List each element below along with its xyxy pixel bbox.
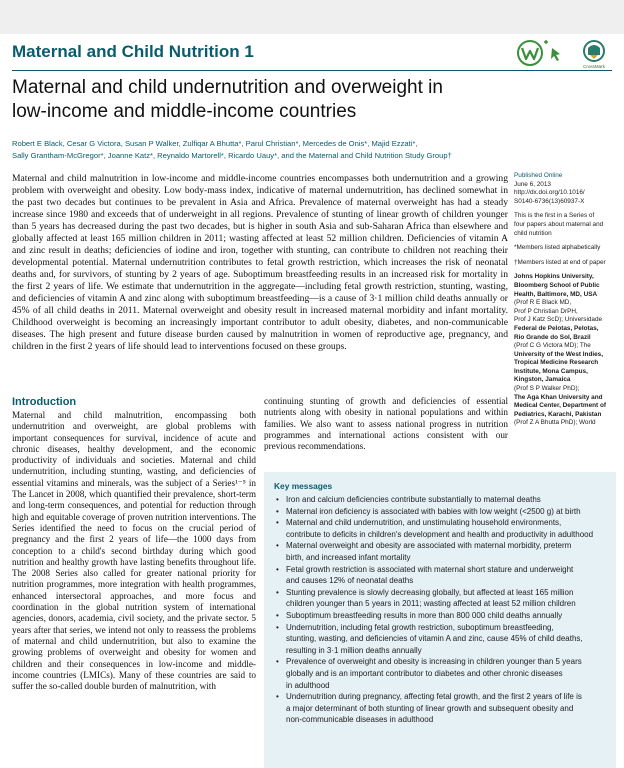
key-message-item (274, 506, 610, 518)
introduction-col2: continuing stunting of growth and deficiencies of essential nutrients along with obesity in national populations and within families. We also want to assess national progress in nutrition programmes and international actions consistent with our previous recommendations. (264, 396, 508, 452)
affiliation-line: Johns Hopkins University, (514, 273, 594, 281)
doi-link[interactable]: S0140-6736(13)60937-X (514, 197, 585, 205)
key-message-line: • Stunting prevalence is slowly decreasing globally, but affected at least 165 million (286, 587, 574, 597)
sidebar (514, 172, 620, 434)
affiliation-line: Prof J Katz ScD); Universidade (514, 316, 603, 324)
key-message-item (274, 587, 610, 610)
alpha-note: *Members listed alphabetically (514, 244, 601, 252)
introduction-col1: Maternal and child malnutrition, encompassing both undernutrition and overweight, are global problems with important consequences for survival, incidence of acute and chronic diseases, healthy development, and the economic productivity of individuals and societies. Maternal and child undernutrition, including stunting, wasting, and deficiencies of essential vitamins and minerals, was the subject of a Series¹⁻⁵ in The Lancet in 2008, which quantified their prevalence, short-term and long-term consequences, and potential for reduction through high and equitable coverage of proven nutrition interventions. The Series identified the need to focus on the crucial period of pregnancy and the first 2 years of life—the 1000 days from conception to a child's second birthday during which good nutrition and healthy growth have lasting benefits throughout life. The 2008 Series also called for greater national priority for nutrition programmes, more integration with health programmes, enhanced intersectoral approaches, and more focus and coordination in the global nutrition system of international agencies, donors, academia, civil society, and the private sector. 5 years after that series, we intend not only to reassess the problems of maternal and child undernutrition, but also to examine the growing problems of overweight and obesity for women and children and their consequences in low-income and middle-income countries (LMICs). Many of these countries are said to suffer the so-called double burden of malnutrition, with (12, 410, 256, 692)
key-message-line: children younger than 5 years in 2011; wasting affected at least 52 million children (286, 599, 576, 609)
affiliation-line: (Prof C G Victora MD); The (514, 342, 591, 350)
header-rule (12, 70, 612, 71)
key-message-line: • Prevalence of overweight and obesity is increasing in children younger than 5 years (286, 657, 582, 667)
key-message-item (274, 610, 610, 622)
key-message-item (274, 622, 610, 657)
series-note: This is the first in a Series of (514, 212, 595, 220)
series-title: Maternal and Child Nutrition 1 (12, 42, 254, 61)
crossmark-label: CrossMark (583, 64, 605, 69)
key-message-line: • Maternal and child undernutrition, and unstimulating household environments, (286, 518, 562, 528)
series-note: child nutrition (514, 229, 552, 237)
affiliation-line: (Prof Z A Bhutta PhD); World (514, 419, 596, 427)
key-message-line: a major determinant of both stunting of linear growth and subsequent obesity and (286, 703, 574, 713)
key-message-item (274, 494, 610, 506)
affiliation-line: Tropical Medicine Research (514, 359, 599, 367)
affiliation-line: Kingston, Jamaica (514, 376, 571, 384)
key-message-line: • Iron and calcium deficiencies contribute substantially to maternal deaths (286, 495, 541, 504)
key-message-line: and causes 12% of neonatal deaths (286, 576, 414, 586)
doi-link[interactable]: http://dx.doi.org/10.1016/ (514, 189, 585, 197)
key-message-line: • Maternal iron deficiency is associated with babies with low weight (<2500 g) at birth (286, 506, 581, 516)
key-message-line: resulting in 3·1 million deaths annually (286, 645, 422, 655)
affiliation-line: Health, Baltimore, MD, USA (514, 290, 598, 298)
key-message-line: non-communicable diseases in adulthood (286, 715, 434, 725)
key-message-line: • Suboptimum breastfeeding results in more than 800 000 child deaths annually (286, 610, 563, 620)
affiliation-line: Prof P Christian DrPH, (514, 307, 578, 315)
affiliation-line: Federal de Pelotas, Pelotas, (514, 324, 599, 332)
key-messages-heading: Key messages (274, 481, 333, 491)
affiliation-line: Institute, Mona Campus, (514, 367, 588, 375)
affiliation-line: Pediatrics, Karachi, Pakistan (514, 410, 602, 418)
title-line: low-income and middle-income countries (12, 101, 357, 122)
title-line: Maternal and child undernutrition and overweight in (12, 77, 443, 98)
top-bar (0, 0, 624, 34)
key-message-line: globally and is an important contributor to diabetes and other chronic diseases (286, 668, 563, 678)
key-message-line: contribute to deficits in children's development and health and productivity in adulthood (286, 529, 594, 539)
key-message-line: • Undernutrition, including fetal growth restriction, suboptimum breastfeeding, (286, 622, 554, 632)
key-message-line: in adulthood (286, 680, 330, 690)
logo-group (516, 38, 616, 70)
published-label: Published Online (514, 172, 563, 179)
key-message-item (274, 656, 610, 691)
key-message-item (274, 517, 610, 540)
affiliation-line: Rio Grande do Sol, Brazil (514, 333, 591, 341)
key-message-line: stunting, wasting, and deficiencies of vitamin A and zinc, cause 45% of child deaths, (286, 634, 583, 644)
end-note: †Members listed at end of paper (514, 258, 606, 266)
abstract-text: Maternal and child malnutrition in low-income and middle-income countries encompasses both undernutrition and a growing problem with overweight and obesity. Low body-mass index, indicative of maternal undernutrition, has declined somewhat in the past two decades but continues to be prevalent in Asia and Africa. Prevalence of maternal overweight has had a steady increase since 1980 and exceeds that of underweight in all regions. Prevalence of stunting of linear growth of children younger than 5 years has decreased during the past two decades, but is higher in south Asia and sub-Saharan Africa than elsewhere and globally affected at least 165 million children in 2011; wasting affected at least 52 million children. Deficiencies of vitamin A and zinc result in deaths; deficiencies of iodine and iron, together with stunting, can contribute to children not reaching their developmental potential. Maternal undernutrition contributes to fetal growth restriction, which increases the risk of neonatal deaths and, for survivors, of stunting by 2 years of age. Suboptimum breastfeeding results in an increased risk for mortality in the first 2 years of life. We estimate that undernutrition in the aggregate—including fetal growth restriction, stunting, wasting, and deficiencies of vitamin A and zinc along with suboptimum breastfeeding—is a cause of 3·1 million child deaths annually or 45% of all child deaths in 2011. Maternal overweight and obesity result in increased maternal morbidity and infant mortality. Childhood overweight is becoming an increasingly important contributor to adult obesity, diabetes, and non-communicable diseases. The high present and future disease burden caused by malnutrition in women of reproductive age, pregnancy, and children in the first 2 years of life should lead to interventions focused on these groups. (12, 173, 508, 352)
key-messages-list (274, 494, 610, 726)
author-line: Robert E Black, Cesar G Victora, Susan P Walker, Zulfiqar A Bhutta*, Parul Christian*, Mercedes de Onis*, Majid Ezzati*, (12, 139, 418, 148)
affiliation-line: (Prof R E Black MD, (514, 299, 572, 307)
key-message-item (274, 564, 610, 587)
key-message-line: • Maternal overweight and obesity are associated with maternal morbidity, preterm (286, 541, 572, 551)
affiliation-line: (Prof S P Walker PhD); (514, 385, 580, 393)
author-line: Sally Grantham-McGregor*, Joanne Katz*, Reynaldo Martorell*, Ricardo Uauy*, and the Maternal and Child Nutrition Study Group† (12, 151, 452, 160)
affiliation-line: Medical Center, Department of (514, 402, 606, 410)
lancet-w-logo-icon (516, 38, 616, 70)
article-title (12, 76, 572, 124)
affiliation-line: University of the West Indies, (514, 350, 604, 358)
key-message-item (274, 691, 610, 726)
introduction-heading: Introduction (12, 396, 77, 408)
key-message-line: birth, and increased infant mortality (286, 552, 411, 562)
published-date: June 6, 2013 (514, 180, 551, 188)
author-list (12, 138, 512, 162)
crossmark-logo-icon (584, 41, 604, 61)
key-message-line: • Fetal growth restriction is associated with maternal short stature and underweight (286, 564, 574, 574)
affiliation-line: The Aga Khan University and (514, 393, 603, 401)
key-message-line: • Undernutrition during pregnancy, affecting fetal growth, and the first 2 years of life is (286, 692, 582, 702)
key-message-item (274, 540, 610, 563)
affiliation-line: Bloomberg School of Public (514, 281, 600, 289)
series-note: four papers about maternal and (514, 220, 604, 228)
